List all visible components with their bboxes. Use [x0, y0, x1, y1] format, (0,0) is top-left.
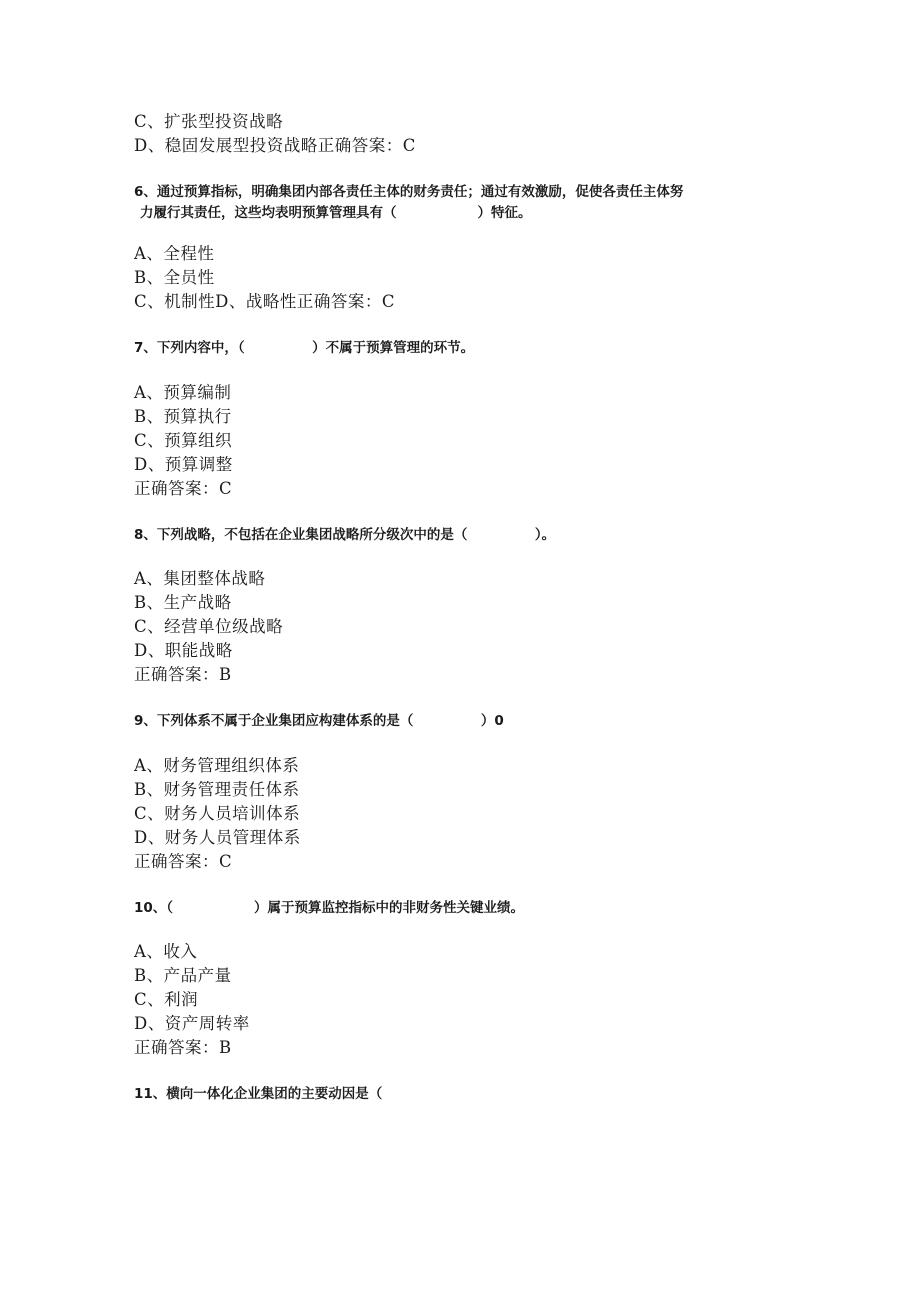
option-b-q6: B、全员性 — [134, 268, 215, 287]
option-b-q8: B、生产战略 — [134, 593, 232, 612]
option-c-q9: C、财务人员培训体系 — [134, 804, 301, 823]
option-d-q8: D、职能战略 — [134, 641, 233, 660]
option-a-q8: A、集团整体战略 — [134, 569, 266, 588]
option-c-q5: C、扩张型投资战略 — [134, 112, 284, 131]
answer-q10: 正确答案：B — [134, 1038, 232, 1057]
question-7: 7、下列内容中，（ ）不属于预算管理的环节。 — [134, 340, 475, 356]
answer-q7: 正确答案：C — [134, 479, 233, 498]
option-d-q7: D、预算调整 — [134, 455, 233, 474]
question-6-line-1: 6、通过预算指标，明确集团内部各责任主体的财务责任；通过有效激励，促使各责任主体努 — [134, 184, 684, 200]
option-c-q8: C、经营单位级战略 — [134, 617, 284, 636]
question-8: 8、下列战略，不包括在企业集团战略所分级次中的是（ ）。 — [134, 527, 556, 543]
option-a-q6: A、全程性 — [134, 244, 215, 263]
option-d-q9: D、财务人员管理体系 — [134, 828, 301, 847]
option-c-q7: C、预算组织 — [134, 431, 233, 450]
option-a-q9: A、财务管理组织体系 — [134, 756, 300, 775]
question-10: 10、（ ）属于预算监控指标中的非财务性关键业绩。 — [134, 900, 525, 916]
option-a-q10: A、收入 — [134, 942, 198, 961]
option-b-q9: B、财务管理责任体系 — [134, 780, 300, 799]
answer-q8: 正确答案：B — [134, 665, 232, 684]
option-cd-q6-answer: C、机制性D、战略性正确答案：C — [134, 292, 395, 311]
option-d-q10: D、资产周转率 — [134, 1014, 250, 1033]
question-11: 11、横向一体化企业集团的主要动因是（ — [134, 1086, 383, 1102]
option-b-q7: B、预算执行 — [134, 407, 232, 426]
option-c-q10: C、利润 — [134, 990, 199, 1009]
answer-q9: 正确答案：C — [134, 852, 233, 871]
option-a-q7: A、预算编制 — [134, 383, 232, 402]
option-b-q10: B、产品产量 — [134, 966, 232, 985]
question-6-line-2: 力履行其责任，这些均表明预算管理具有（ ）特征。 — [140, 205, 532, 221]
option-d-q5-answer: D、稳固发展型投资战略正确答案：C — [134, 136, 416, 155]
question-9: 9、下列体系不属于企业集团应构建体系的是（ ）0 — [134, 713, 504, 729]
